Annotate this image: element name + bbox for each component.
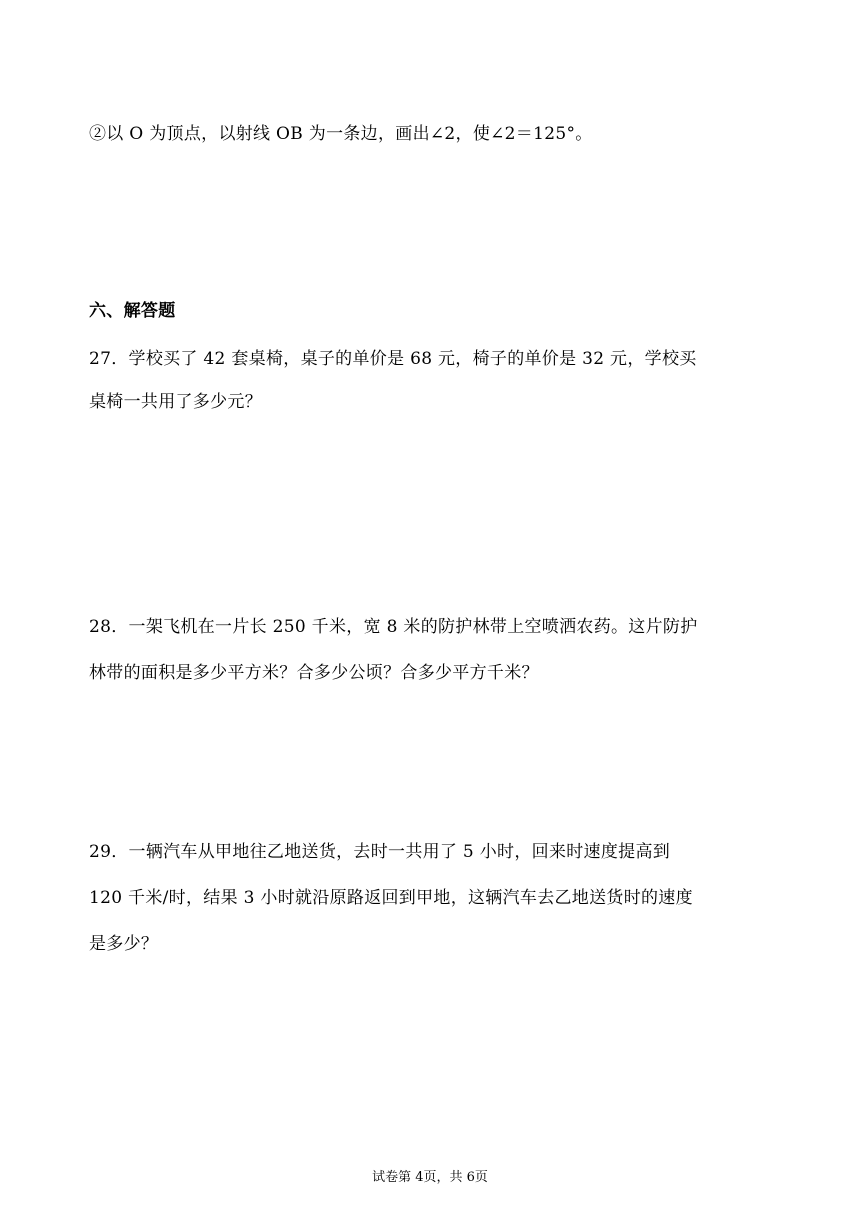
section-heading: 六、解答题 xyxy=(89,301,176,321)
question-28-line-1: 28．一架飞机在一片长 250 千米，宽 8 米的防护林带上空喷洒农药。这片防护 xyxy=(89,617,698,637)
question-29-line-3: 是多少？ xyxy=(89,934,159,954)
question-27-line-1: 27．学校买了 42 套桌椅，桌子的单价是 68 元，椅子的单价是 32 元，学校买 xyxy=(89,349,697,369)
question-27-line-2: 桌椅一共用了多少元？ xyxy=(89,392,262,412)
sub-question-2: ②以 O 为顶点，以射线 OB 为一条边，画出∠2，使∠2＝125°。 xyxy=(89,124,593,144)
question-28-line-2: 林带的面积是多少平方米？合多少公顷？合多少平方千米？ xyxy=(89,663,539,683)
page-footer: 试卷第 4页，共 6页 xyxy=(372,1170,488,1185)
question-29-line-1: 29．一辆汽车从甲地往乙地送货，去时一共用了 5 小时，回来时速度提高到 xyxy=(89,842,671,862)
question-29-line-2: 120 千米/时，结果 3 小时就沿原路返回到甲地，这辆汽车去乙地送货时的速度 xyxy=(89,888,693,908)
